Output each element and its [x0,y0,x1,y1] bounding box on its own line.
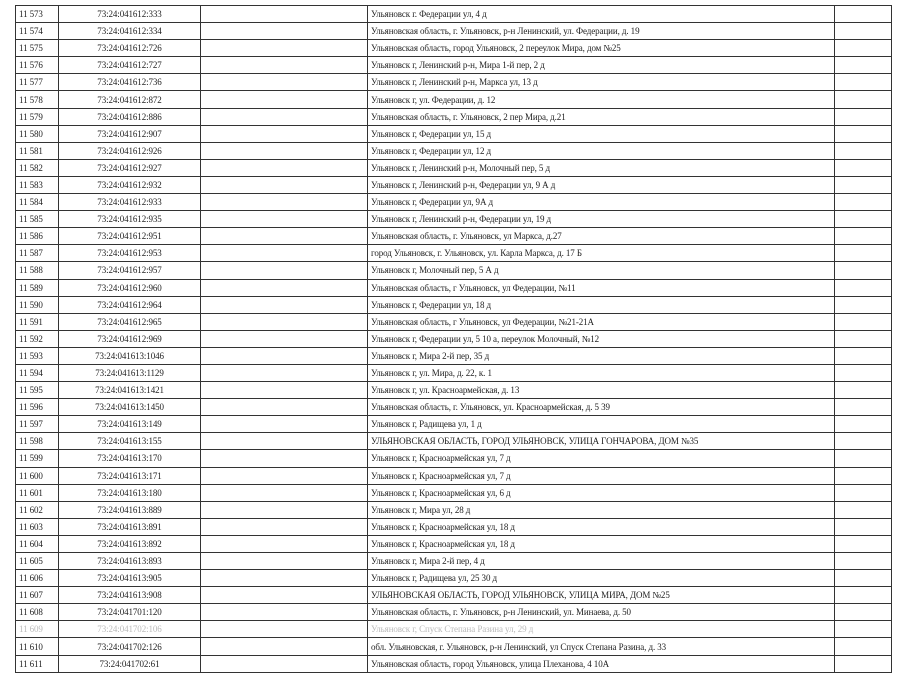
cadastral-number-cell: 73:24:041612:964 [59,296,201,313]
table-row [16,535,892,552]
empty-cell [201,313,368,330]
empty-cell [201,364,368,381]
empty-cell [835,347,892,364]
table-row [16,347,892,364]
cadastral-number-cell: 73:24:041613:1046 [59,347,201,364]
row-number-cell: 11 577 [16,74,59,91]
empty-cell [201,638,368,655]
empty-cell [201,159,368,176]
cadastral-number-cell: 73:24:041612:969 [59,330,201,347]
row-number-cell: 11 594 [16,364,59,381]
table-row [16,433,892,450]
row-number-cell: 11 589 [16,279,59,296]
row-number-cell: 11 607 [16,587,59,604]
row-number-cell: 11 609 [16,621,59,638]
table-row [16,587,892,604]
empty-cell [201,467,368,484]
row-number-cell: 11 581 [16,142,59,159]
empty-cell [201,433,368,450]
cadastral-number-cell: 73:24:041613:149 [59,416,201,433]
table-row [16,484,892,501]
empty-cell [835,279,892,296]
empty-cell [835,211,892,228]
row-number-cell: 11 606 [16,570,59,587]
empty-cell [835,159,892,176]
table-row [16,450,892,467]
row-number-cell: 11 596 [16,399,59,416]
cadastral-number-cell: 73:24:041613:171 [59,467,201,484]
empty-cell [201,518,368,535]
cadastral-number-cell: 73:24:041613:893 [59,553,201,570]
empty-cell [835,364,892,381]
empty-cell [835,621,892,638]
row-number-cell: 11 587 [16,245,59,262]
row-number-cell: 11 610 [16,638,59,655]
cadastral-number-cell: 73:24:041702:61 [59,655,201,672]
row-number-cell: 11 575 [16,40,59,57]
address-cell: Ульяновск г, Радищева ул, 1 д [368,416,835,433]
cadastral-number-cell: 73:24:041701:120 [59,604,201,621]
address-cell: Ульяновск г, Радищева ул, 25 30 д [368,570,835,587]
cadastral-number-cell: 73:24:041613:905 [59,570,201,587]
empty-cell [835,399,892,416]
registry-table [15,5,892,673]
row-number-cell: 11 578 [16,91,59,108]
row-number-cell: 11 602 [16,501,59,518]
empty-cell [835,262,892,279]
address-cell: УЛЬЯНОВСКАЯ ОБЛАСТЬ, ГОРОД УЛЬЯНОВСК, УЛИЦА МИРА, ДОМ №25 [368,587,835,604]
empty-cell [201,399,368,416]
address-cell: Ульяновская область, г Ульяновск, ул Федерации, №21-21А [368,313,835,330]
empty-cell [201,655,368,672]
empty-cell [835,382,892,399]
empty-cell [835,553,892,570]
cadastral-number-cell: 73:24:041702:106 [59,621,201,638]
empty-cell [835,501,892,518]
address-cell: город Ульяновск, г. Ульяновск, ул. Карла Маркса, д. 17 Б [368,245,835,262]
empty-cell [201,450,368,467]
empty-cell [835,433,892,450]
empty-cell [835,570,892,587]
empty-cell [835,313,892,330]
row-number-cell: 11 600 [16,467,59,484]
table-row [16,6,892,23]
cadastral-number-cell: 73:24:041613:908 [59,587,201,604]
row-number-cell: 11 595 [16,382,59,399]
empty-cell [201,279,368,296]
table-row [16,518,892,535]
address-cell: Ульяновская область, г. Ульяновск, 2 пер Мира, д.21 [368,108,835,125]
address-cell: Ульяновск г, Ленинский р-н, Молочный пер, 5 д [368,159,835,176]
empty-cell [835,245,892,262]
empty-cell [835,176,892,193]
empty-cell [201,91,368,108]
address-cell: Ульяновск г, Мира 2-й пер, 35 д [368,347,835,364]
empty-cell [835,108,892,125]
address-cell: Ульяновская область, город Ульяновск, 2 переулок Мира, дом №25 [368,40,835,57]
address-cell: Ульяновск г, Ленинский р-н, Мира 1-й пер, 2 д [368,57,835,74]
table-row [16,279,892,296]
empty-cell [201,142,368,159]
address-cell: Ульяновск г, Красноармейская ул, 6 д [368,484,835,501]
table-row [16,330,892,347]
address-cell: Ульяновск г, Красноармейская ул, 18 д [368,535,835,552]
table-row [16,211,892,228]
table-row [16,108,892,125]
cadastral-number-cell: 73:24:041612:926 [59,142,201,159]
address-cell: Ульяновск г, Федерации ул, 12 д [368,142,835,159]
cadastral-number-cell: 73:24:041613:170 [59,450,201,467]
row-number-cell: 11 593 [16,347,59,364]
empty-cell [201,382,368,399]
empty-cell [835,587,892,604]
table-row [16,296,892,313]
cadastral-number-cell: 73:24:041612:727 [59,57,201,74]
cadastral-number-cell: 73:24:041612:953 [59,245,201,262]
address-cell: Ульяновск г, Мира 2-й пер, 4 д [368,553,835,570]
address-cell: Ульяновск г, Ленинский р-н, Маркса ул, 13 д [368,74,835,91]
table-row [16,194,892,211]
row-number-cell: 11 583 [16,176,59,193]
empty-cell [201,40,368,57]
address-cell: Ульяновск г, Мира ул, 28 д [368,501,835,518]
row-number-cell: 11 580 [16,125,59,142]
row-number-cell: 11 603 [16,518,59,535]
address-cell: Ульяновск г, Федерации ул, 18 д [368,296,835,313]
address-cell: Ульяновск г, Федерации ул, 5 10 а, переулок Молочный, №12 [368,330,835,347]
row-number-cell: 11 598 [16,433,59,450]
address-cell: Ульяновск г, ул. Красноармейская, д. 13 [368,382,835,399]
cadastral-number-cell: 73:24:041612:935 [59,211,201,228]
empty-cell [201,211,368,228]
empty-cell [201,330,368,347]
table-row [16,382,892,399]
cadastral-number-cell: 73:24:041612:965 [59,313,201,330]
address-cell: Ульяновск г, Ленинский р-н, Федерации ул, 9 А д [368,176,835,193]
empty-cell [201,501,368,518]
empty-cell [835,450,892,467]
empty-cell [201,416,368,433]
table-row [16,91,892,108]
empty-cell [835,125,892,142]
row-number-cell: 11 608 [16,604,59,621]
row-number-cell: 11 588 [16,262,59,279]
address-cell: обл. Ульяновская, г. Ульяновск, р-н Ленинский, ул Спуск Степана Разина, д. 33 [368,638,835,655]
address-cell: Ульяновская область, г. Ульяновск, р-н Ленинский, ул. Федерации, д. 19 [368,23,835,40]
empty-cell [201,535,368,552]
address-cell: Ульяновск г, Спуск Степана Разина ул, 29 д [368,621,835,638]
row-number-cell: 11 590 [16,296,59,313]
cadastral-number-cell: 73:24:041612:933 [59,194,201,211]
address-cell: УЛЬЯНОВСКАЯ ОБЛАСТЬ, ГОРОД УЛЬЯНОВСК, УЛИЦА ГОНЧАРОВА, ДОМ №35 [368,433,835,450]
cadastral-number-cell: 73:24:041702:126 [59,638,201,655]
empty-cell [835,655,892,672]
row-number-cell: 11 586 [16,228,59,245]
table-row [16,40,892,57]
empty-cell [835,484,892,501]
row-number-cell: 11 604 [16,535,59,552]
empty-cell [835,142,892,159]
empty-cell [201,228,368,245]
table-row [16,655,892,672]
address-cell: Ульяновск г. Федерации ул, 4 д [368,6,835,23]
table-row [16,416,892,433]
cadastral-number-cell: 73:24:041612:886 [59,108,201,125]
row-number-cell: 11 582 [16,159,59,176]
empty-cell [835,638,892,655]
table-row [16,125,892,142]
table-row [16,228,892,245]
table-row [16,74,892,91]
empty-cell [201,484,368,501]
table-row [16,604,892,621]
address-cell: Ульяновск г, Ленинский р-н, Федерации ул, 19 д [368,211,835,228]
empty-cell [201,296,368,313]
table-row [16,57,892,74]
cadastral-number-cell: 73:24:041612:907 [59,125,201,142]
address-cell: Ульяновск г, Федерации ул, 15 д [368,125,835,142]
cadastral-number-cell: 73:24:041612:932 [59,176,201,193]
row-number-cell: 11 585 [16,211,59,228]
table-row [16,467,892,484]
row-number-cell: 11 611 [16,655,59,672]
table-row [16,142,892,159]
empty-cell [835,23,892,40]
cadastral-number-cell: 73:24:041613:155 [59,433,201,450]
empty-cell [835,535,892,552]
empty-cell [201,621,368,638]
cadastral-number-cell: 73:24:041613:892 [59,535,201,552]
address-cell: Ульяновская область, г. Ульяновск, р-н Ленинский, ул. Минаева, д. 50 [368,604,835,621]
address-cell: Ульяновская область, г. Ульяновск, ул Маркса, д.27 [368,228,835,245]
table-row [16,553,892,570]
row-number-cell: 11 576 [16,57,59,74]
cadastral-number-cell: 73:24:041612:333 [59,6,201,23]
address-cell: Ульяновск г, Федерации ул, 9А д [368,194,835,211]
empty-cell [201,245,368,262]
row-number-cell: 11 584 [16,194,59,211]
table-row [16,570,892,587]
empty-cell [201,553,368,570]
empty-cell [835,74,892,91]
empty-cell [835,330,892,347]
empty-cell [201,262,368,279]
row-number-cell: 11 605 [16,553,59,570]
empty-cell [201,570,368,587]
row-number-cell: 11 573 [16,6,59,23]
cadastral-number-cell: 73:24:041612:960 [59,279,201,296]
table-row [16,245,892,262]
cadastral-number-cell: 73:24:041613:891 [59,518,201,535]
cadastral-number-cell: 73:24:041612:872 [59,91,201,108]
address-cell: Ульяновская область, г Ульяновск, ул Федерации, №11 [368,279,835,296]
empty-cell [835,91,892,108]
address-cell: Ульяновск г, Красноармейская ул, 7 д [368,450,835,467]
cadastral-number-cell: 73:24:041612:726 [59,40,201,57]
cadastral-number-cell: 73:24:041612:957 [59,262,201,279]
table-row [16,23,892,40]
row-number-cell: 11 591 [16,313,59,330]
empty-cell [835,57,892,74]
cadastral-number-cell: 73:24:041612:951 [59,228,201,245]
address-cell: Ульяновск г, Красноармейская ул, 18 д [368,518,835,535]
empty-cell [201,176,368,193]
row-number-cell: 11 592 [16,330,59,347]
address-cell: Ульяновск г, ул. Мира, д. 22, к. 1 [368,364,835,381]
empty-cell [201,23,368,40]
empty-cell [201,108,368,125]
cadastral-number-cell: 73:24:041613:1129 [59,364,201,381]
empty-cell [201,587,368,604]
empty-cell [835,40,892,57]
row-number-cell: 11 574 [16,23,59,40]
row-number-cell: 11 597 [16,416,59,433]
table-row [16,621,892,638]
empty-cell [201,74,368,91]
cadastral-number-cell: 73:24:041613:889 [59,501,201,518]
table-row [16,399,892,416]
empty-cell [835,604,892,621]
empty-cell [201,604,368,621]
table-row [16,638,892,655]
empty-cell [201,194,368,211]
cadastral-number-cell: 73:24:041613:1450 [59,399,201,416]
empty-cell [201,347,368,364]
empty-cell [835,228,892,245]
empty-cell [201,125,368,142]
empty-cell [835,194,892,211]
cadastral-number-cell: 73:24:041612:334 [59,23,201,40]
cadastral-number-cell: 73:24:041612:736 [59,74,201,91]
row-number-cell: 11 599 [16,450,59,467]
registry-table-body [16,6,892,673]
row-number-cell: 11 579 [16,108,59,125]
table-row [16,176,892,193]
cadastral-number-cell: 73:24:041613:1421 [59,382,201,399]
table-row [16,364,892,381]
address-cell: Ульяновская область, город Ульяновск, улица Плеханова, 4 10А [368,655,835,672]
table-row [16,501,892,518]
address-cell: Ульяновская область, г. Ульяновск, ул. Красноармейская, д. 5 39 [368,399,835,416]
cadastral-number-cell: 73:24:041613:180 [59,484,201,501]
table-row [16,262,892,279]
empty-cell [835,416,892,433]
empty-cell [835,467,892,484]
empty-cell [201,6,368,23]
empty-cell [201,57,368,74]
empty-cell [835,518,892,535]
empty-cell [835,6,892,23]
address-cell: Ульяновск г, Красноармейская ул, 7 д [368,467,835,484]
row-number-cell: 11 601 [16,484,59,501]
empty-cell [835,296,892,313]
address-cell: Ульяновск г, Молочный пер, 5 А д [368,262,835,279]
address-cell: Ульяновск г, ул. Федерации, д. 12 [368,91,835,108]
cadastral-number-cell: 73:24:041612:927 [59,159,201,176]
table-row [16,159,892,176]
table-row [16,313,892,330]
